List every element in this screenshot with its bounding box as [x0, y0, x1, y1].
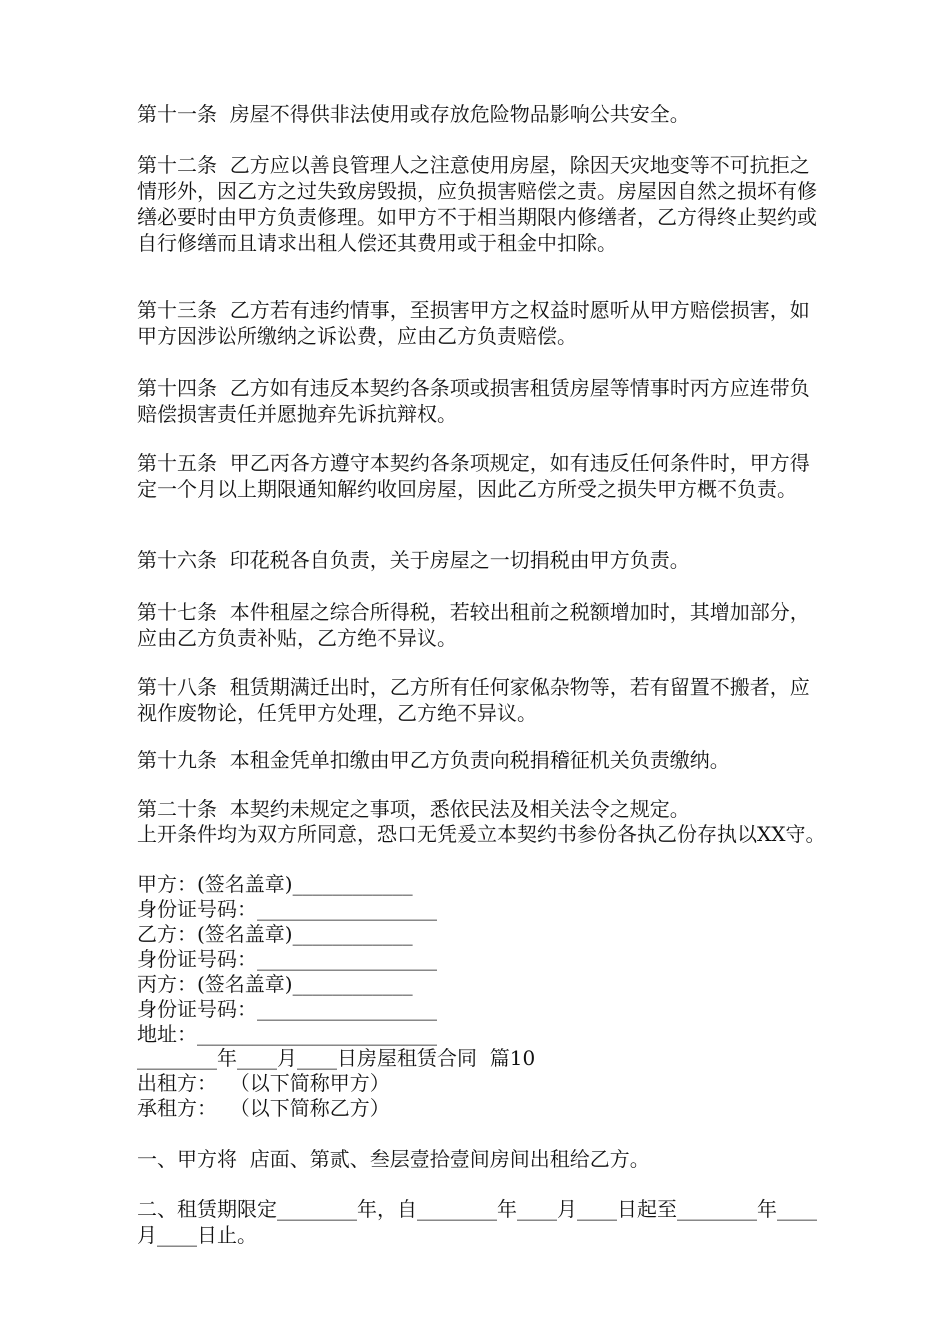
article-16: 第十六条 印花税各自负责，关于房屋之一切捐税由甲方负责。 — [137, 548, 690, 572]
party-b-id-number: 身份证号码：__________________ — [137, 947, 437, 971]
article-20: 第二十条 本契约未规定之事项，悉依民法及相关法令之规定。 — [137, 797, 690, 821]
clause-1: 一、甲方将 店面、第贰、叁层壹拾壹间房间出租给乙方。 — [137, 1147, 650, 1171]
article-15: 第十五条 甲乙丙各方遵守本契约各条项规定，如有违反任何条件时，甲方得定一个月以上期限通知解约收回房屋，因此乙方所受之损失甲方概不负责。 — [137, 451, 810, 501]
contract-title: ________年____月____日房屋租赁合同 篇10 — [137, 1046, 536, 1070]
address-line: 地址：________________________ — [137, 1022, 437, 1046]
article-13: 第十三条 乙方若有违约情事，至损害甲方之权益时愿听从甲方赔偿损害，如甲方因涉讼所缴纳之诉讼费，应由乙方负责赔偿。 — [137, 298, 810, 348]
lessor-line: 出租方： （以下简称甲方） — [137, 1071, 390, 1095]
article-11: 第十一条 房屋不得供非法使用或存放危险物品影响公共安全。 — [137, 102, 690, 126]
article-17: 第十七条 本件租屋之综合所得税，若较出租前之税额增加时，其增加部分，应由乙方负责补贴，乙方绝不异议。 — [137, 600, 810, 650]
clause-2: 二、租赁期限定________年，自________年____月____日起至________年____月____日止。 — [137, 1197, 817, 1247]
article-12: 第十二条 乙方应以善良管理人之注意使用房屋，除因天灾地变等不可抗拒之情形外，因乙方之过失致房毁损，应负损害赔偿之责。房屋因自然之损坏有修缮必要时由甲方负责修理。如甲方不于相当期限内修缮者，乙方得终止契约或自行修缮而且请求出租人偿还其费用或于租金中扣除。 — [137, 153, 817, 255]
article-19: 第十九条 本租金凭单扣缴由甲乙方负责向税捐稽征机关负责缴纳。 — [137, 748, 730, 772]
party-a-id-number: 身份证号码：__________________ — [137, 897, 437, 921]
party-c-signature: 丙方：(签名盖章)____________ — [137, 972, 413, 996]
party-a-signature: 甲方：(签名盖章)____________ — [137, 872, 413, 896]
article-14: 第十四条 乙方如有违反本契约各条项或损害租赁房屋等情事时丙方应连带负赔偿损害责任并愿抛弃先诉抗辩权。 — [137, 376, 810, 426]
lessee-line: 承租方： （以下简称乙方） — [137, 1096, 390, 1120]
party-b-signature: 乙方：(签名盖章)____________ — [137, 922, 413, 946]
party-c-id-number: 身份证号码：__________________ — [137, 997, 437, 1021]
article-18: 第十八条 租赁期满迁出时，乙方所有任何家俬杂物等，若有留置不搬者，应视作废物论，任凭甲方处理，乙方绝不异议。 — [137, 675, 810, 725]
agreement-text: 上开条件均为双方所同意，恐口无凭爰立本契约书参份各执乙份存执以XX守。 — [137, 822, 826, 846]
